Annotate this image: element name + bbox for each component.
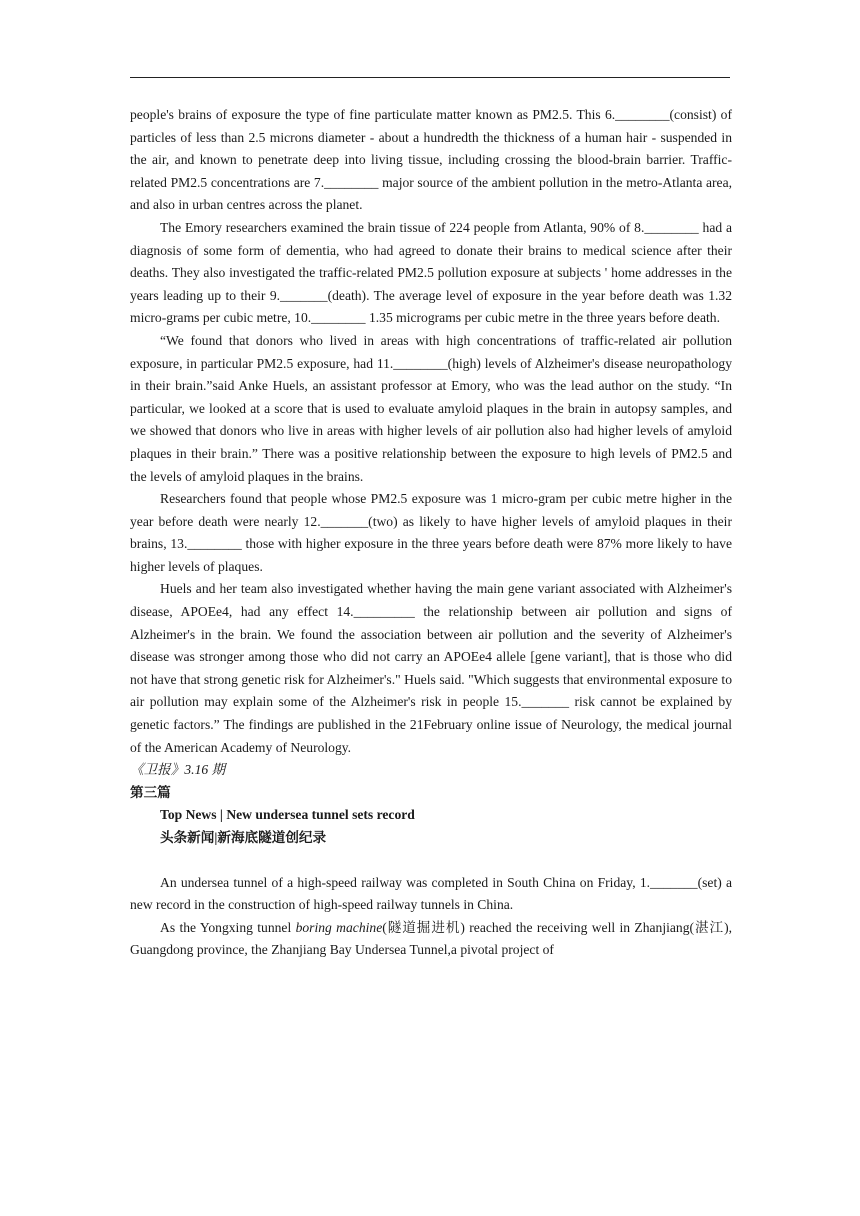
paragraph: people's brains of exposure the type of fine particulate matter known as PM2.5. This 6.________(consist) of particles of less than 2.5 microns diameter - about a hundredth the thickness of a human hair - suspended in the air, and known to penetrate deep into living tissue, including crossing the blood-brain barrier. Traffic-related PM2.5 concentrations are 7.________ major source of the ambient pollution in the metro-Atlanta area, and also in urban centres across the planet. [130,107,732,213]
italic-term: boring machine [295,919,383,935]
header-rule [130,77,730,78]
section-title: 第三篇 [130,784,171,800]
text-run: (隧道掘进机) reached the receiving well in Zhanjiang(湛江), Guangdong province, the Zhanjiang Bay Undersea Tunnel,a pivotal project of [130,919,732,958]
headline-cn: 头条新闻|新海底隧道创纪录 [160,830,327,845]
paragraph: “We found that donors who lived in areas with high concentrations of traffic-related air pollution exposure, in particular PM2.5 exposure, had 11.________(high) levels of Alzheimer's disease neuropathology in their brain.”said Anke Huels, an assistant professor at Emory, who was the lead author on the study. “In particular, we looked at a score that is used to evaluate amyloid plaques in the brain in autopsy samples, and we showed that donors who live in areas with higher levels of air pollution also had higher levels of amyloid plaques in their brain.” There was a positive relationship between the exposure to high levels of PM2.5 and the levels of amyloid plaques in the brains. [130,332,732,484]
paragraph: The Emory researchers examined the brain tissue of 224 people from Atlanta, 90% of 8.________ had a diagnosis of some form of dementia, who had agreed to donate their brains to medical science after their deaths. They also investigated the traffic-related PM2.5 pollution exposure at subjects ' home addresses in the years leading up to their 9._______(death). The average level of exposure in the year before death was 1.32 micro-grams per cubic metre, 10.________ 1.35 micrograms per cubic metre in the three years before death. [130,219,732,326]
document-body [130,104,732,962]
paragraph: Huels and her team also investigated whether having the main gene variant associated with Alzheimer's disease, APOEe4, had any effect 14._________ the relationship between air pollution and signs of Alzheimer's in the brain. We found the association between air pollution and the severity of Alzheimer's disease was stronger among those who did not carry an APOEe4 allele [gene variant], that is those who did not have that strong genetic risk for Alzheimer's." Huels said. "Which suggests that environmental exposure to air pollution may explain some of the Alzheimer's risk in people 15._______ risk cannot be explained by genetic factors.” The findings are published in the 21February online issue of Neurology, the medical journal of the American Academy of Neurology. [130,581,732,755]
source-note: 《卫报》3.16 期 [130,762,226,778]
text-run: As the Yongxing tunnel [160,919,296,935]
headline-en: Top News | New undersea tunnel sets record [160,807,415,823]
paragraph: Researchers found that people whose PM2.5 exposure was 1 micro-gram per cubic metre higher in the year before death were nearly 12._______(two) as likely to have higher levels of amyloid plaques in their brains, 13.________ those with higher exposure in the three years before death were 87% more likely to have higher levels of plaques. [130,491,732,574]
spacer [130,850,732,872]
paragraph: An undersea tunnel of a high-speed railway was completed in South China on Friday, 1._______(set) a new record in the construction of high-speed railway tunnels in China. [130,874,732,913]
paragraph [130,917,732,962]
